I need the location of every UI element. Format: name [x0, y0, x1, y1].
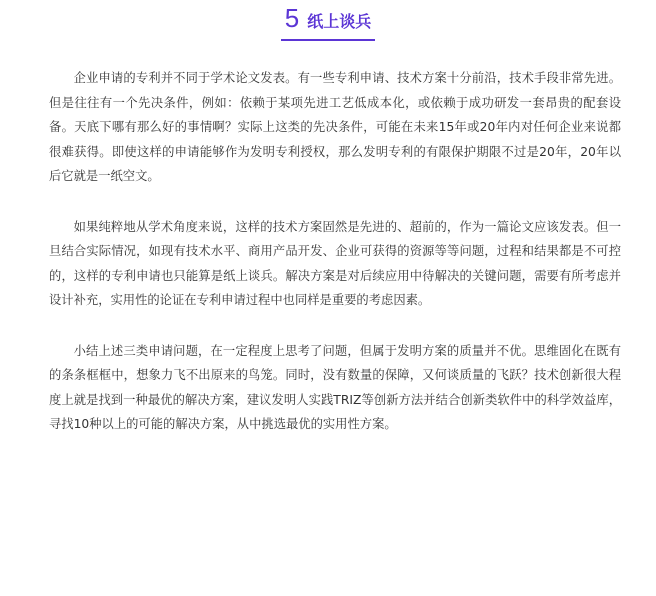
- section-header: [0, 3, 656, 43]
- paragraph-1: 企业申请的专利并不同于学术论文发表。有一些专利申请、技术方案十分前沿，技术手段非常先进。但是往往有一个先决条件，例如：依赖于某项先进工艺低成本化，或依赖于成功研发一套昂贵的配套设备。天底下哪有那么好的事情啊？实际上这类的先决条件，可能在未来15年或20年内对任何企业来说都很难获得。即使这样的申请能够作为发明专利授权，那么发明专利的有限保护期限不过是20年，20年以后它就是一纸空文。: [49, 71, 621, 183]
- section-number: 5: [284, 3, 300, 33]
- paragraph-3: 小结上述三类申请问题，在一定程度上思考了问题，但属于发明方案的质量并不优。思维固化在既有的条条框框中，想象力飞不出原来的鸟笼。同时，没有数量的保障，又何谈质量的飞跃？技术创新很大程度上就是找到一种最优的解决方案，建议发明人实践TRIZ等创新方法并结合创新类软件中的科学效益库，寻找10种以上的可能的解决方案，从中挑选最优的实用性方案。: [49, 343, 621, 431]
- paragraph-2: 如果纯粹地从学术角度来说，这样的技术方案固然是先进的、超前的，作为一篇论文应该发表。但一旦结合实际情况，如现有技术水平、商用产品开发、企业可获得的资源等等问题，过程和结果都是不可控的，这样的专利申请也只能算是纸上谈兵。解决方案是对后续应用中待解决的关键问题，需要有所考虑并设计补充，实用性的论证在专利申请过程中也同样是重要的考虑因素。: [49, 219, 621, 307]
- section-title: 纸上谈兵: [307, 12, 372, 31]
- article-body: [49, 66, 621, 437]
- section-heading: [281, 3, 375, 41]
